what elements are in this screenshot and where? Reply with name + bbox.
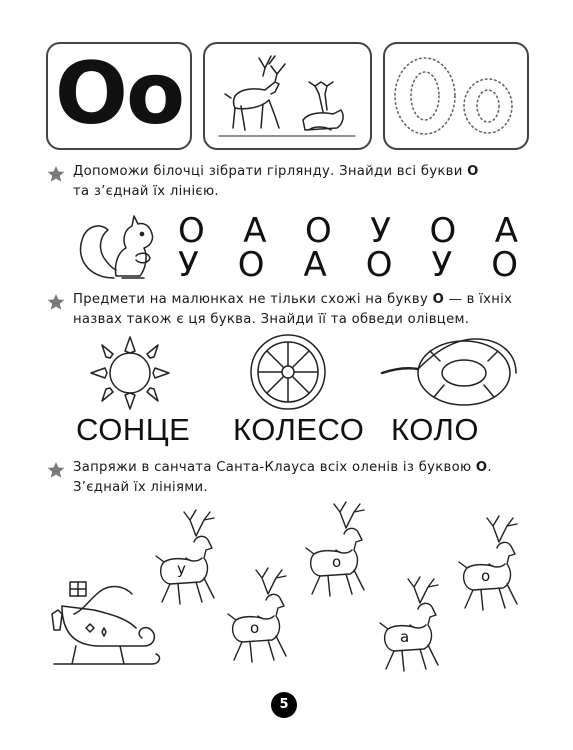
star-icon	[47, 165, 65, 183]
task2-line2: назвах також є ця буква. Знайди її та обведи олівцем.	[73, 312, 470, 327]
dotted-trace-letters	[385, 44, 527, 148]
task3-line1-rest: .	[487, 460, 492, 475]
task2-instructions	[73, 290, 533, 330]
garland-letter[interactable]: У	[370, 211, 391, 251]
big-letter-box	[46, 42, 192, 150]
task3-line1: Запряжи в санчата Санта-Клауса всіх оленів із буквою	[73, 460, 476, 475]
task1-instructions	[73, 162, 533, 202]
deer-letter-3: о	[481, 567, 491, 585]
garland-letter[interactable]: О	[237, 245, 265, 285]
deer-letter-5: а	[400, 628, 410, 646]
deer-picture-box	[203, 42, 372, 150]
garland-letter[interactable]: У	[178, 245, 199, 285]
deer-letter-1: у	[177, 560, 186, 578]
task3-instructions	[73, 458, 533, 498]
task2-line1: Предмети на малюнках не тільки схожі на букву	[73, 292, 433, 307]
deer-illustration	[205, 44, 370, 148]
task3-bold-letter: О	[475, 460, 488, 475]
page-number-badge: 5	[271, 692, 297, 718]
garland-letter[interactable]: О	[429, 211, 457, 251]
task1-line2: та з’єднай їх лінією.	[73, 184, 219, 199]
lifebuoy-illustration	[380, 333, 520, 415]
word-circle: КОЛО	[391, 412, 479, 447]
squirrel-illustration	[74, 206, 164, 286]
letter-row-1	[178, 211, 518, 251]
garland-letter[interactable]: А	[303, 245, 327, 285]
task2-line1-rest: — в їхніх	[444, 292, 513, 307]
reindeer-3[interactable]	[453, 512, 528, 612]
star-icon	[47, 461, 65, 479]
trace-letter-box	[383, 42, 529, 150]
star-icon	[47, 293, 65, 311]
reindeer-1[interactable]	[150, 506, 225, 606]
letter-row-2	[178, 245, 518, 285]
garland-letter[interactable]: У	[431, 245, 453, 285]
deer-letter-2: о	[332, 553, 342, 571]
reindeer-5[interactable]	[374, 573, 449, 673]
garland-letter[interactable]: А	[243, 211, 267, 251]
garland-letter[interactable]: А	[494, 211, 518, 251]
big-letters: Оо	[54, 44, 184, 144]
word-wheel: КОЛЕСО	[233, 412, 365, 447]
wheel-illustration	[246, 331, 330, 413]
task1-bold-letter: О	[467, 164, 479, 179]
garland-letter[interactable]: О	[305, 211, 332, 251]
garland-letter[interactable]: О	[491, 245, 518, 285]
word-sun: СОНЦЕ	[76, 412, 191, 447]
task2-bold-letter: О	[432, 292, 445, 307]
task3-line2: З’єднай їх лініями.	[73, 480, 208, 495]
garland-letter[interactable]: О	[178, 211, 205, 251]
reindeer-2[interactable]	[300, 498, 375, 598]
task1-line1: Допоможи білочці зібрати гірлянду. Знайди всі букви	[73, 164, 468, 179]
reindeer-4[interactable]	[222, 564, 297, 664]
deer-letter-4: о	[250, 619, 260, 637]
sleigh-illustration	[40, 570, 165, 670]
sun-illustration	[85, 334, 175, 412]
garland-letter[interactable]: О	[365, 245, 393, 285]
